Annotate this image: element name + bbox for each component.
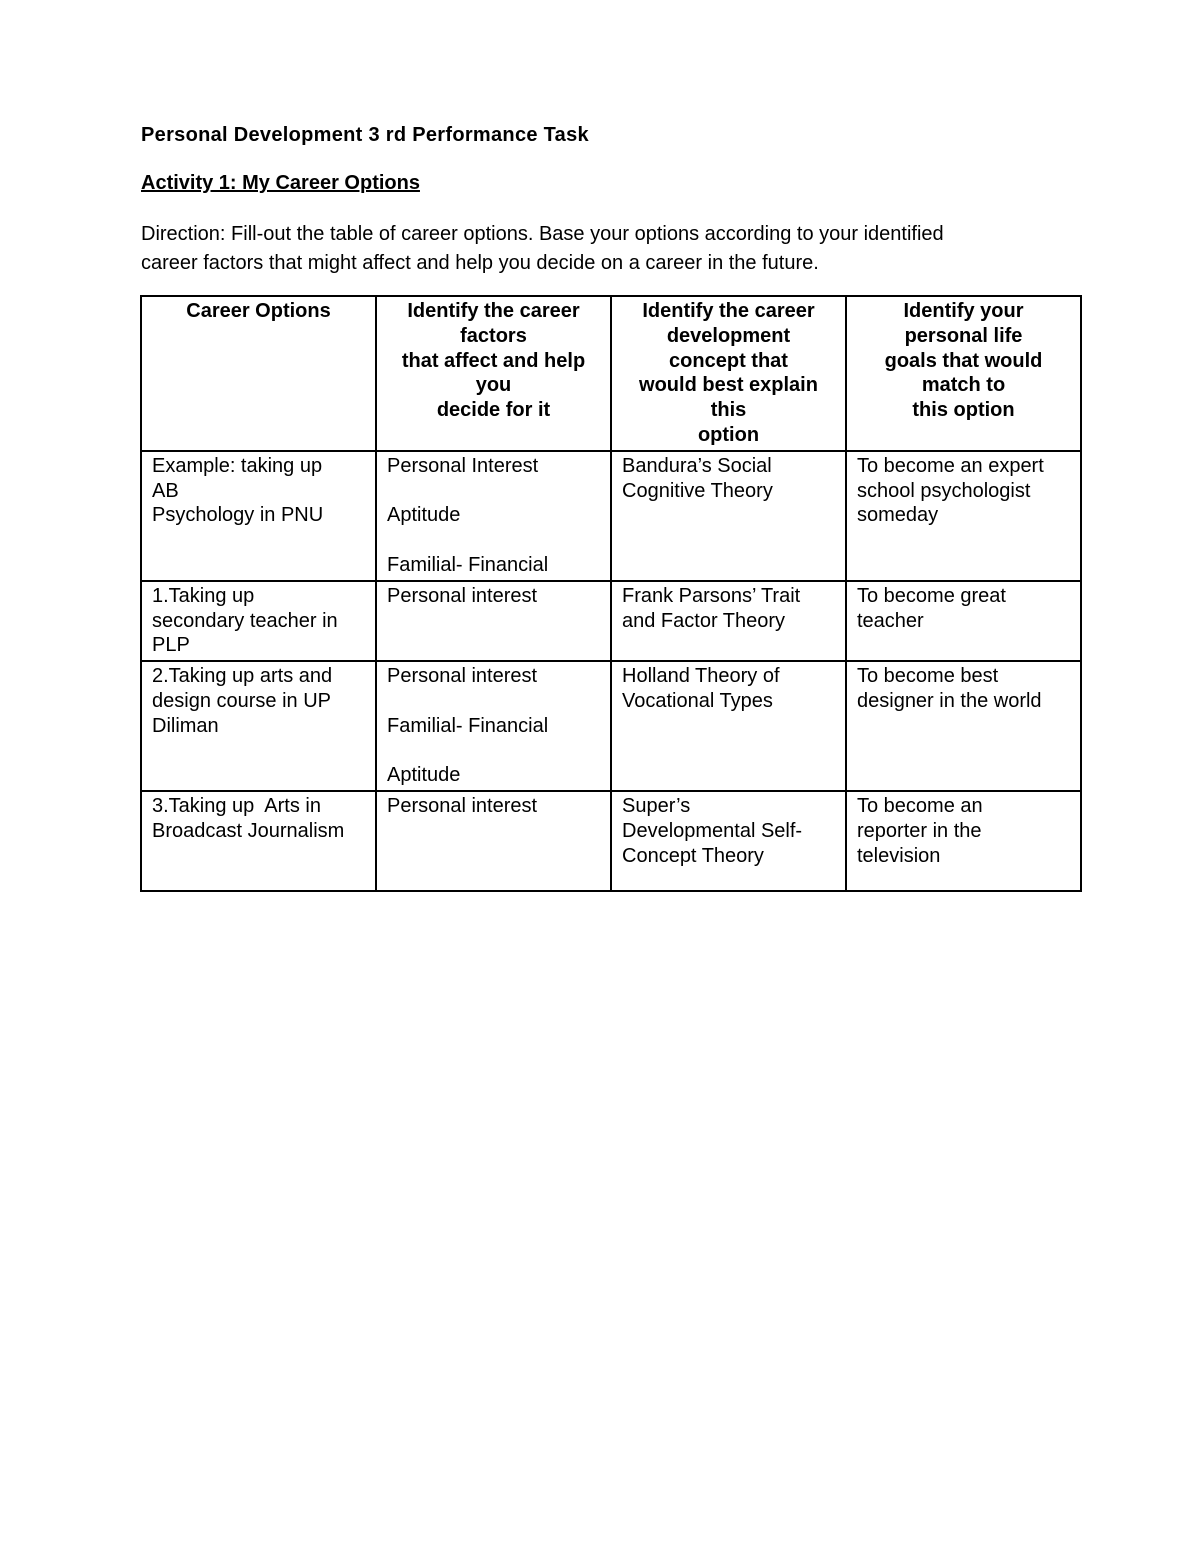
cell-line: Bandura’s Social — [622, 454, 772, 477]
header-line: match to — [921, 374, 1006, 397]
cell-line: Broadcast Journalism — [152, 819, 345, 842]
direction-line: career factors that might affect and help you decide on a career in the future. — [141, 252, 819, 274]
header-career-options — [141, 296, 376, 451]
cell-career-factors — [376, 451, 611, 581]
header-development-concept — [611, 296, 846, 451]
header-line: goals that would — [884, 349, 1043, 372]
cell-career-option — [141, 581, 376, 661]
cell-career-factors — [376, 581, 611, 661]
cell-line: Developmental Self- — [622, 819, 803, 842]
cell-line: secondary teacher in — [152, 609, 338, 632]
cell-line: designer in the world — [857, 689, 1042, 712]
cell-line: Personal interest — [387, 795, 538, 818]
cell-line: Super’s — [622, 795, 691, 818]
cell-line: Aptitude — [387, 764, 461, 787]
cell-line — [387, 528, 604, 553]
header-line: concept that — [669, 349, 788, 372]
header-line: decide for it — [436, 399, 551, 422]
cell-development-concept — [611, 451, 846, 581]
activity-heading: Activity 1: My Career Options — [141, 172, 420, 194]
cell-line: Personal interest — [387, 584, 538, 607]
cell-line: teacher — [857, 609, 924, 632]
cell-life-goals — [846, 661, 1081, 791]
header-career-factors — [376, 296, 611, 451]
cell-development-concept — [611, 791, 846, 891]
cell-development-concept — [611, 661, 846, 791]
header-line: Career Options — [186, 300, 331, 322]
table-row-option-3 — [141, 791, 1081, 891]
cell-line: Example: taking up — [152, 454, 323, 477]
direction-text — [141, 220, 1041, 278]
header-line: factors — [460, 324, 527, 347]
table-row-example — [141, 451, 1081, 581]
cell-career-factors — [376, 661, 611, 791]
header-line: option — [697, 423, 760, 446]
cell-line: To become best — [857, 665, 999, 688]
cell-line: To become great — [857, 584, 1006, 607]
cell-line — [387, 479, 604, 504]
cell-line: Familial- Financial — [387, 553, 549, 576]
cell-line: Personal interest — [387, 665, 538, 688]
header-life-goals — [846, 296, 1081, 451]
cell-line: design course in UP — [152, 689, 331, 712]
document-title: Personal Development 3 rd Performance Task — [141, 124, 589, 146]
cell-line: To become an — [857, 795, 983, 818]
cell-line: AB — [152, 479, 179, 502]
cell-line: school psychologist — [857, 479, 1031, 502]
cell-life-goals — [846, 581, 1081, 661]
header-line: Identify the career — [642, 300, 815, 322]
cell-career-option — [141, 661, 376, 791]
direction-line: Direction: Fill-out the table of career options. Base your options according to your identified — [141, 223, 944, 245]
cell-career-option — [141, 451, 376, 581]
cell-line: Psychology in PNU — [152, 504, 324, 527]
cell-development-concept — [611, 581, 846, 661]
cell-line: Personal Interest — [387, 454, 539, 477]
cell-line: and Factor Theory — [622, 609, 786, 632]
cell-line: Familial- Financial — [387, 714, 549, 737]
header-line: personal life — [904, 324, 1023, 347]
cell-line: 3.Taking up Arts in — [152, 795, 321, 818]
table-row-option-1 — [141, 581, 1081, 661]
header-line: Identify your — [903, 300, 1024, 322]
cell-career-factors — [376, 791, 611, 891]
header-line: development — [666, 324, 791, 347]
cell-career-option — [141, 791, 376, 891]
cell-line: 1.Taking up — [152, 584, 255, 607]
cell-line: Frank Parsons’ Trait — [622, 584, 801, 607]
header-line: Identify the career — [407, 300, 580, 322]
cell-line: Holland Theory of — [622, 665, 780, 688]
header-line: that affect and help — [401, 349, 586, 372]
header-line: this — [710, 399, 747, 422]
header-line: this option — [912, 399, 1015, 422]
header-line: would best explain — [639, 374, 818, 397]
cell-line: PLP — [152, 634, 190, 657]
table-header-row — [141, 296, 1081, 451]
cell-line: Aptitude — [387, 504, 461, 527]
cell-life-goals — [846, 791, 1081, 891]
table-row-option-2 — [141, 661, 1081, 791]
career-options-table — [140, 295, 1082, 892]
cell-line: television — [857, 844, 941, 867]
cell-life-goals — [846, 451, 1081, 581]
cell-line — [387, 689, 604, 714]
cell-line: To become an expert — [857, 454, 1044, 477]
header-line: you — [475, 374, 512, 397]
cell-line: reporter in the — [857, 819, 982, 842]
cell-line: Vocational Types — [622, 689, 773, 712]
cell-line: Diliman — [152, 714, 219, 737]
cell-line — [387, 739, 604, 764]
cell-line: Cognitive Theory — [622, 479, 773, 502]
cell-line: Concept Theory — [622, 844, 764, 867]
cell-line: 2.Taking up arts and — [152, 665, 333, 688]
cell-line: someday — [857, 504, 939, 527]
